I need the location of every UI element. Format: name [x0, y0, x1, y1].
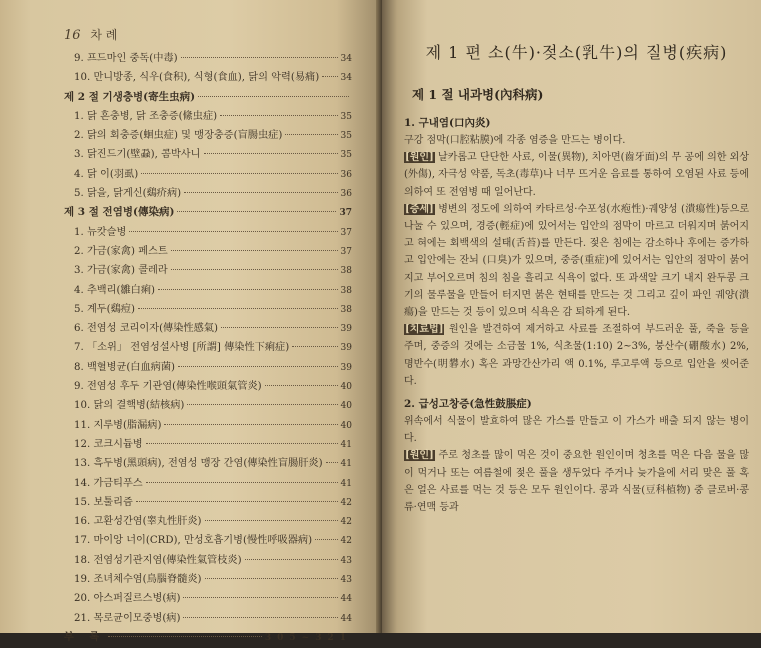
toc-entry [64, 107, 352, 126]
paragraph-tag: [치료법] [405, 324, 444, 336]
toc-entry [64, 68, 352, 87]
toc-label: 7. 「소위」 전염성설사병 [所謂] 傳染性下痢症) [74, 342, 290, 354]
paragraph [404, 447, 749, 516]
section-title: 1. 구내염(口內炎) [404, 117, 491, 129]
toc-entry [64, 300, 352, 319]
paragraph [404, 201, 749, 321]
toc-entry [64, 223, 352, 242]
paragraph-text: 주로 청초를 많이 먹은 것이 중요한 원인이며 청초를 먹은 다음 물을 많이 먹거나 또는 여름철에 젖은 풀을 생두었다 주거나 늦가을에 서리 맞은 풀 혹은 얼은 사료를 먹는 것 등은 모두 원인이다. 콩과 식물(豆科植物) 중 클로버·콩류·연맥 등과 [404, 450, 749, 514]
toc-label: 3. 닭진드기(壁蝨), 콤박사니 [74, 149, 201, 161]
paragraph-text: 날카롭고 단단한 사료, 이물(異物), 치아면(齒牙面)의 무 공에 의한 외상(外傷), 자극성 약품, 독초(毒草)나 너무 뜨거운 음료를 통하여 오염된 사료 등에 의하여 또 전염병 때 일어난다. [404, 152, 749, 198]
toc-page: 38 [340, 266, 352, 277]
toc-page: 40 [340, 401, 352, 412]
toc-label: 1. 닭 흔충병, 닭 조충증(絛虫症) [74, 110, 218, 122]
chapter-title: 제 1 절 내과병(內科病) [412, 87, 544, 102]
part-title: 제 1 편 소(牛)·젖소(乳牛)의 질병(疾病) [425, 43, 728, 62]
toc-label: 5. 계두(鷄痘) [74, 303, 135, 315]
toc-leader-dots [164, 424, 337, 425]
toc-label: 10. 만니방종, 식우(食积), 식형(食血), 닭의 악력(易痛) [74, 72, 320, 84]
toc-entry [64, 531, 352, 550]
toc-entry [64, 551, 352, 570]
toc-label: 14. 가금티푸스 [74, 477, 143, 489]
toc-page: 44 [340, 613, 352, 624]
toc-label: 10. 닭의 결핵병(結核病) [74, 400, 185, 412]
toc-page: 39 [340, 362, 352, 373]
toc-entry [64, 396, 352, 415]
toc-entry [64, 609, 352, 628]
toc-entry [64, 570, 352, 589]
toc-leader-dots [146, 482, 338, 483]
paragraph [404, 132, 749, 149]
toc-entry [64, 358, 352, 377]
toc-leader-dots [158, 289, 338, 290]
toc-leader-dots [171, 250, 338, 251]
toc-leader-dots [205, 578, 338, 579]
toc-page: 37 [339, 208, 352, 219]
page-number: 16 [64, 28, 81, 43]
toc-page: 34 [340, 54, 352, 64]
toc-leader-dots [183, 597, 337, 598]
toc-label: 9. 전염성 후두 기관염(傳染性喉頭氣管炎) [74, 381, 262, 393]
toc-entry [64, 145, 352, 164]
toc-page: 35 [340, 150, 352, 161]
toc-label: 제 2 절 기생충병(寄生虫病) [64, 90, 196, 103]
toc-leader-dots [285, 134, 337, 135]
toc-leader-dots [221, 327, 338, 328]
paragraph [404, 413, 749, 447]
paragraph-text: 위속에서 식물이 발효하여 많은 가스를 만들고 이 가스가 배출 되지 않는 병이다. [404, 416, 749, 445]
toc-leader-dots [220, 115, 337, 116]
paragraph-text: 구강 점막(口腔粘膜)에 각종 염증을 만드는 병이다. [404, 135, 626, 146]
toc-entry [64, 126, 352, 145]
toc-label: 16. 고환성간염(睾丸性肝炎) [74, 516, 202, 528]
paragraph [404, 321, 749, 390]
paragraph [404, 149, 749, 201]
section-title: 2. 급성고창증(急性鼓脹症) [404, 398, 532, 411]
toc-label: 17. 마이앙 너이(CRD), 만성호흡기병(慢性呼吸器病) [74, 535, 313, 547]
toc-label: 18. 전염성기관지염(傳染性氣管枝炎) [74, 554, 242, 566]
toc-leader-dots [171, 269, 338, 270]
toc-label: 13. 흑두병(黑頭病), 전염성 맹장 간염(傳染性盲腸肝炎) [74, 458, 323, 470]
toc-leader-dots [136, 501, 338, 502]
toc-entry [64, 319, 352, 338]
toc-leader-dots [245, 559, 338, 560]
paragraph-text: 병변의 정도에 의하여 카타르성·수포성(水疱性)·궤양성 (潰瘍性)등으로 나눌 수 있으며, 경증(輕症)에 있어서는 입안의 점막이 마르고 더워지며 붉어지고 혀에는 회백색의 설태(舌苔)를 만든다. 젖은 침에는 감소하나 후에는 증가하고 입안에는 잔뇌 (口臭)가 있으며, 중증(重症)에 있어서는 입안의 점막이 붉어지고 부어오르며 침의 침을 흘리고 식욕이 없다. 또 과색알 크기 내지 완두콩 크기의 물루물을 만들어 터지면 붉은 현태를 만드는 것 그리고 깊이 파인 궤양(潰瘍)을 만드는 것 등이 있으며 식욕은 감 퇴하게 된다. [404, 203, 749, 319]
toc-page: 44 [340, 594, 352, 605]
toc-page: 35 [340, 111, 352, 122]
toc-entry [64, 242, 352, 261]
toc-label: 5. 닭을, 닭게신(鷄疥病) [74, 188, 182, 200]
toc-entry [64, 184, 352, 203]
running-head [64, 26, 352, 43]
toc-label: 6. 전염성 코리이자(傳染性感氣) [74, 323, 218, 335]
toc-label: 20. 아스퍼질르스병(病) [74, 593, 181, 605]
toc-entry [64, 493, 352, 512]
toc-leader-dots [181, 57, 338, 58]
paragraph-text: 원인을 발견하여 제거하고 사료를 조절하여 부드러운 풀, 죽을 등을 주며, 중증의 것에는 소금물 1%, 식초물(1:10) 2~3%, 붕산수(硼酸水) 2%, 명반수(明礬水) 혹은 과망간산가리 액 0.1%, 루고루액 등으로 입안을 씻어준다. [404, 324, 749, 387]
toc-leader-dots [198, 96, 349, 97]
paragraph-tag: [원인] [405, 152, 434, 164]
toc-leader-dots [205, 520, 338, 521]
toc-page: 39 [340, 324, 352, 335]
toc-label: 11. 지루병(脂漏病) [74, 419, 162, 431]
toc-leader-dots [177, 211, 336, 212]
toc-leader-dots [265, 385, 338, 386]
toc-label: 제 3 절 전염병(傳染病) [64, 206, 175, 219]
toc-label: 2. 닭의 회충증(蛔虫症) 및 맹장충증(盲腸虫症) [74, 130, 283, 142]
toc-label: 9. 프드마인 중독(中毒) [74, 53, 178, 64]
toc-leader-dots [204, 153, 338, 154]
table-of-contents [64, 49, 352, 647]
toc-leader-dots [292, 346, 337, 347]
toc-entry [64, 49, 352, 68]
toc-label: 4. 닭 이(羽虱) [74, 168, 139, 180]
toc-leader-dots [138, 308, 338, 309]
toc-page: 40 [340, 420, 352, 431]
toc-section [64, 203, 352, 222]
toc-label: 21. 목로균이모중병(病) [74, 612, 181, 624]
toc-page: 36 [340, 169, 352, 180]
running-title: 차 례 [90, 28, 118, 42]
toc-label: 15. 보툴리즘 [74, 496, 133, 508]
body-text [404, 115, 749, 516]
toc-label: 부 록 [64, 630, 106, 643]
toc-label: 1. 뉴캇슬병 [74, 226, 127, 238]
toc-label: 2. 가금(家禽) 페스트 [74, 245, 168, 257]
toc-entry [64, 454, 352, 473]
toc-page: 42 [340, 536, 352, 547]
toc-page: 42 [340, 497, 352, 508]
toc-entry [64, 474, 352, 493]
paragraph-tag: [증세] [405, 203, 434, 215]
toc-entry [64, 512, 352, 531]
toc-page: 40 [340, 382, 352, 393]
toc-page: 41 [340, 439, 352, 450]
toc-leader-dots [187, 404, 337, 405]
toc-leader-dots [146, 443, 338, 444]
toc-page: 39 [340, 343, 352, 354]
toc-label: 12. 코크시듐병 [74, 438, 143, 450]
toc-page: 43 [340, 575, 352, 586]
toc-page: 42 [340, 517, 352, 528]
toc-page: 36 [340, 189, 352, 200]
toc-leader-dots [184, 192, 337, 193]
toc-entry [64, 435, 352, 454]
toc-page: 37 [340, 246, 352, 257]
toc-entry [64, 261, 352, 280]
toc-section [64, 88, 352, 107]
toc-leader-dots [129, 231, 337, 232]
toc-leader-dots [315, 539, 337, 540]
toc-entry [64, 281, 352, 300]
toc-leader-dots [108, 636, 262, 637]
toc-page: 41 [340, 459, 352, 470]
toc-page: 34 [340, 73, 352, 84]
toc-appendix [64, 628, 352, 647]
toc-label: 8. 백혈병균(白血病菌) [74, 361, 176, 373]
toc-page: 37 [340, 227, 352, 238]
toc-leader-dots [183, 617, 337, 618]
toc-label: 19. 조녀체수염(鳥腦脊髓炎) [74, 574, 202, 586]
toc-page: 38 [340, 285, 352, 296]
toc-page: 38 [340, 304, 352, 315]
toc-entry [64, 377, 352, 396]
toc-label: 3. 가금(家禽) 콜레라 [74, 265, 168, 277]
paragraph-tag: [원인] [405, 450, 434, 462]
toc-leader-dots [178, 366, 338, 367]
toc-page: 41 [340, 478, 352, 489]
toc-page: 43 [340, 555, 352, 566]
left-page [0, 0, 382, 643]
right-page [382, 0, 761, 633]
toc-entry [64, 589, 352, 608]
toc-label: 4. 추백리(雛白痢) [74, 284, 155, 296]
toc-entry [64, 416, 352, 435]
toc-leader-dots [326, 462, 338, 463]
toc-page: 35 [340, 131, 352, 142]
toc-entry [64, 165, 352, 184]
toc-leader-dots [141, 173, 337, 174]
toc-leader-dots [322, 76, 337, 77]
toc-page: 305~321 [264, 632, 352, 643]
toc-entry [64, 338, 352, 357]
